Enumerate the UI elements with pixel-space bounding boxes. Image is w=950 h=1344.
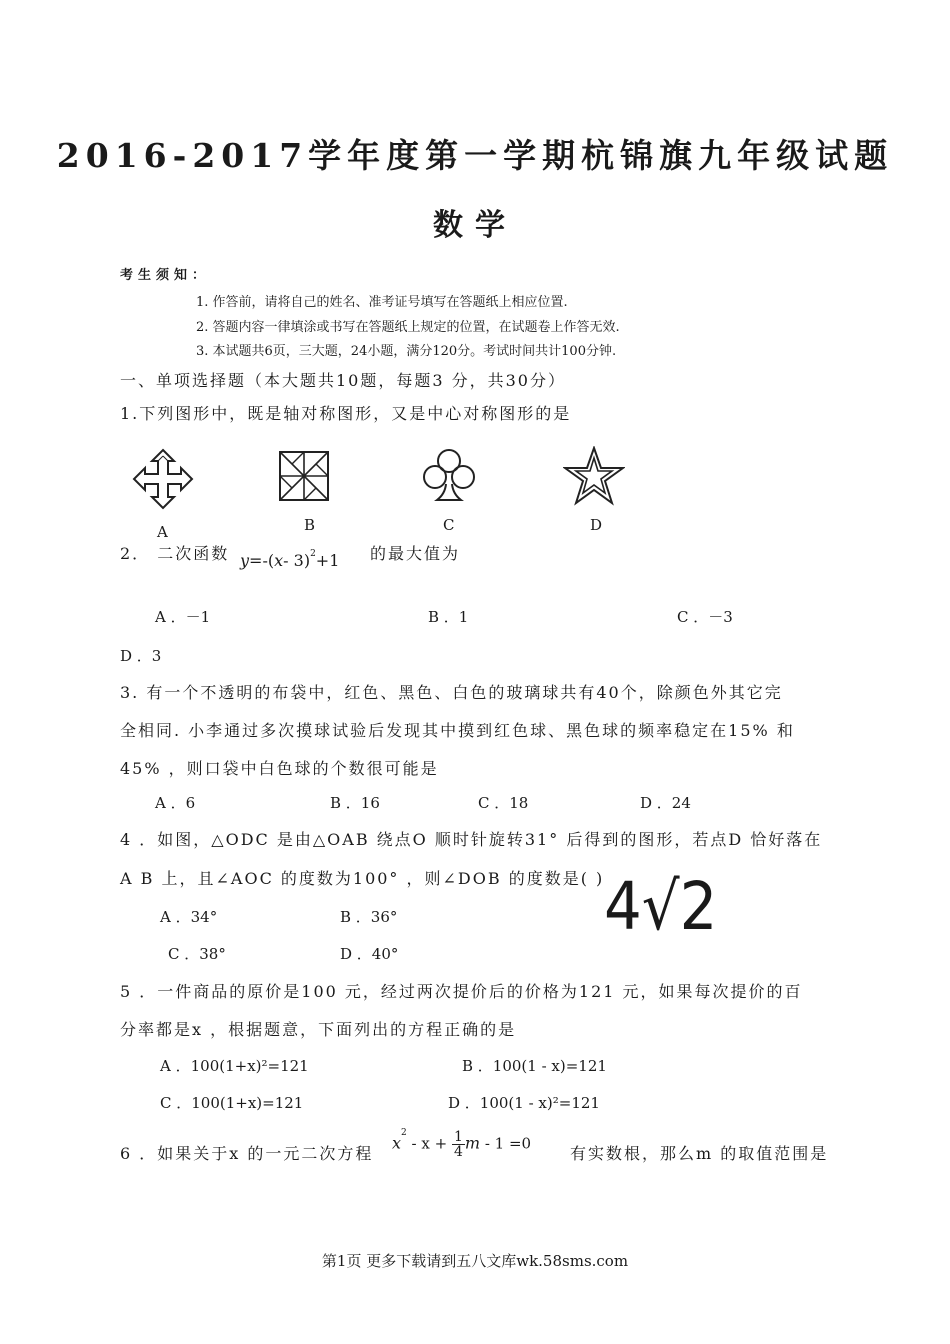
page-title: 2016-2017学年度第一学期杭锦旗九年级试题	[56, 136, 894, 175]
notice-item: 3. 本试题共6页，三大题，24小题，满分120分。考试时间共计100分钟.	[196, 344, 617, 359]
notice-item: 2. 答题内容一律填涂或书写在答题纸上规定的位置，在试题卷上作答无效.	[196, 320, 620, 335]
q2-formula-minus: - 3)	[283, 551, 311, 570]
notice-item: 1. 作答前，请将自己的姓名、准考证号填写在答题纸上相应位置.	[196, 295, 568, 310]
q2-option-d: D ．3	[120, 647, 162, 665]
stray-radical-expression: 4√2	[604, 868, 718, 945]
q5-option-a: A ．100(1+x)²=121	[160, 1057, 309, 1075]
q2-option-b: B ．1	[428, 608, 469, 626]
pinwheel-square-icon	[278, 450, 330, 502]
q6-eq-x: x	[392, 1133, 402, 1153]
q2-formula-exp: 2	[310, 549, 316, 559]
q3-option-a: A ．6	[155, 794, 196, 812]
q2-option-a: A ．－1	[155, 608, 211, 626]
q5-option-c: C ．100(1+x)=121	[160, 1094, 304, 1112]
q6-prefix: 6 ．如果关于x 的一元二次方程	[120, 1144, 374, 1163]
q3-option-d: D ．24	[640, 794, 691, 812]
q4-option-b: B ．36°	[340, 908, 398, 926]
q2-formula-x: x	[274, 551, 284, 570]
q5-option-d: D ．100(1 - x)²=121	[448, 1094, 600, 1112]
q6-frac-num: 1	[453, 1129, 463, 1145]
q6-fraction	[452, 1130, 465, 1159]
club-suit-icon	[420, 446, 478, 504]
q2-formula-eq: =-(	[249, 551, 275, 570]
q3-option-c: C ．18	[478, 794, 529, 812]
q2-option-c: C ．－3	[677, 608, 733, 626]
q6-eq-exp: 2	[401, 1128, 407, 1138]
q2-formula	[240, 551, 339, 570]
q4-option-c: C ．38°	[168, 945, 226, 963]
q2-suffix: 的最大值为	[370, 544, 461, 563]
q1-label-b: B	[304, 516, 316, 534]
q6-suffix: 有实数根，那么m 的取值范围是	[570, 1144, 829, 1163]
q6-eq-minus-x: - x +	[411, 1134, 448, 1153]
q1-label-d: D	[590, 516, 603, 534]
four-arrows-cross-icon	[132, 448, 194, 510]
q1-label-a: A	[157, 523, 168, 541]
q4-option-d: D ．40°	[340, 945, 399, 963]
q5-line-1: 5 ．一件商品的原价是100 元，经过两次提价后的价格为121 元，如果每次提价的百	[120, 982, 803, 1001]
page-footer: 第1页 更多下载请到五八文库wk.58sms.com	[321, 1252, 629, 1270]
q4-option-a: A ．34°	[160, 908, 218, 926]
page-subtitle: 数学	[433, 208, 517, 243]
q6-equation	[392, 1130, 531, 1159]
q3-line-3: 45% ，则口袋中白色球的个数很可能是	[120, 759, 439, 778]
double-outline-star-icon	[563, 446, 625, 506]
q1-stem: 1.下列图形中，既是轴对称图形，又是中心对称图形的是	[120, 404, 572, 423]
q2-formula-y: y	[240, 551, 250, 570]
q1-label-c: C	[443, 516, 455, 534]
q4-line-2: A B 上，且∠AOC 的度数为100° ，则∠DOB 的度数是( )	[120, 869, 605, 888]
q2-formula-plus: +1	[315, 551, 340, 570]
q6-eq-m: m	[464, 1133, 481, 1153]
q3-option-b: B ．16	[330, 794, 380, 812]
q5-option-b: B ．100(1 - x)=121	[462, 1057, 607, 1075]
q3-line-2: 全相同. 小李通过多次摸球试验后发现其中摸到红色球、黑色球的频率稳定在15% 和	[120, 721, 795, 740]
q6-frac-den: 4	[453, 1144, 463, 1160]
q2-prefix: 2． 二次函数	[120, 544, 230, 563]
q4-line-1: 4 ．如图，△ODC 是由△OAB 绕点O 顺时针旋转31° 后得到的图形，若点D 恰好落在	[120, 830, 823, 849]
q5-line-2: 分率都是x ，根据题意，下面列出的方程正确的是	[120, 1020, 517, 1039]
q6-eq-tail: - 1 =0	[484, 1134, 532, 1153]
section-heading: 一、单项选择题（本大题共10题，每题3 分，共30分）	[120, 371, 566, 390]
notice-heading: 考生须知：	[120, 268, 211, 283]
q3-line-1: 3. 有一个不透明的布袋中，红色、黑色、白色的玻璃球共有40个，除颜色外其它完	[120, 683, 783, 702]
